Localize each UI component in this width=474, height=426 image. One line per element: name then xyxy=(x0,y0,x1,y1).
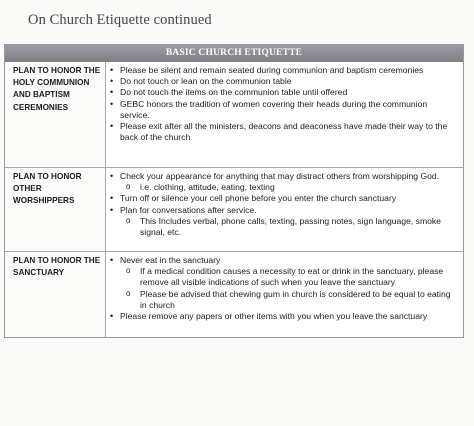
list-item: • Never eat in the sanctuary xyxy=(106,255,455,266)
table-row xyxy=(5,62,463,167)
etiquette-table xyxy=(4,44,464,338)
row-label-sanctuary: PLAN TO HONOR THE SANCTUARY xyxy=(13,256,101,278)
list-item: • Plan for conversations after service. xyxy=(106,205,455,216)
row-content xyxy=(105,168,463,251)
table-row xyxy=(5,167,463,251)
row-label-worshippers: PLAN TO HONOR OTHER WORSHIPPERS xyxy=(13,172,82,206)
sub-list-item: o Please be advised that chewing gum in church is considered to be equal to eating in church xyxy=(106,289,455,311)
list-item: • Turn off or silence your cell phone before you enter the church sanctuary xyxy=(106,193,455,204)
row-content xyxy=(105,62,463,167)
row-content xyxy=(105,252,463,337)
list-item: • Do not touch the items on the communion table until offered xyxy=(106,87,455,98)
sub-list-item: o This Includes verbal, phone calls, texting, passing notes, sign language, smoke signal, etc. xyxy=(106,216,455,238)
page-title: On Church Etiquette continued xyxy=(28,12,212,28)
table-header: BASIC CHURCH ETIQUETTE xyxy=(5,45,463,62)
row-label-communion: PLAN TO HONOR THE HOLY COMMUNION AND BAPTISM CEREMONIES xyxy=(13,66,101,112)
list-item: • Please remove any papers or other items with you when you leave the sanctuary xyxy=(106,311,455,322)
table-row xyxy=(5,251,463,337)
list-item: • Please exit after all the ministers, deacons and deaconess have made their way to the back of the church xyxy=(106,121,455,143)
sub-list-item: o i.e. clothing, attitude, eating, texting xyxy=(106,182,455,193)
list-item: • GEBC honors the tradition of women covering their heads during the communion service. xyxy=(106,99,455,121)
sub-list-item: o If a medical condition causes a necessity to eat or drink in the sanctuary, please remove all visible indications of such when you leave the sanctuary xyxy=(106,266,455,288)
list-item: • Check your appearance for anything that may distract others from worshipping God. xyxy=(106,171,455,182)
list-item: • Do not touch or lean on the communion table xyxy=(106,76,455,87)
list-item: • Please be silent and remain seated during communion and baptism ceremonies xyxy=(106,65,455,76)
